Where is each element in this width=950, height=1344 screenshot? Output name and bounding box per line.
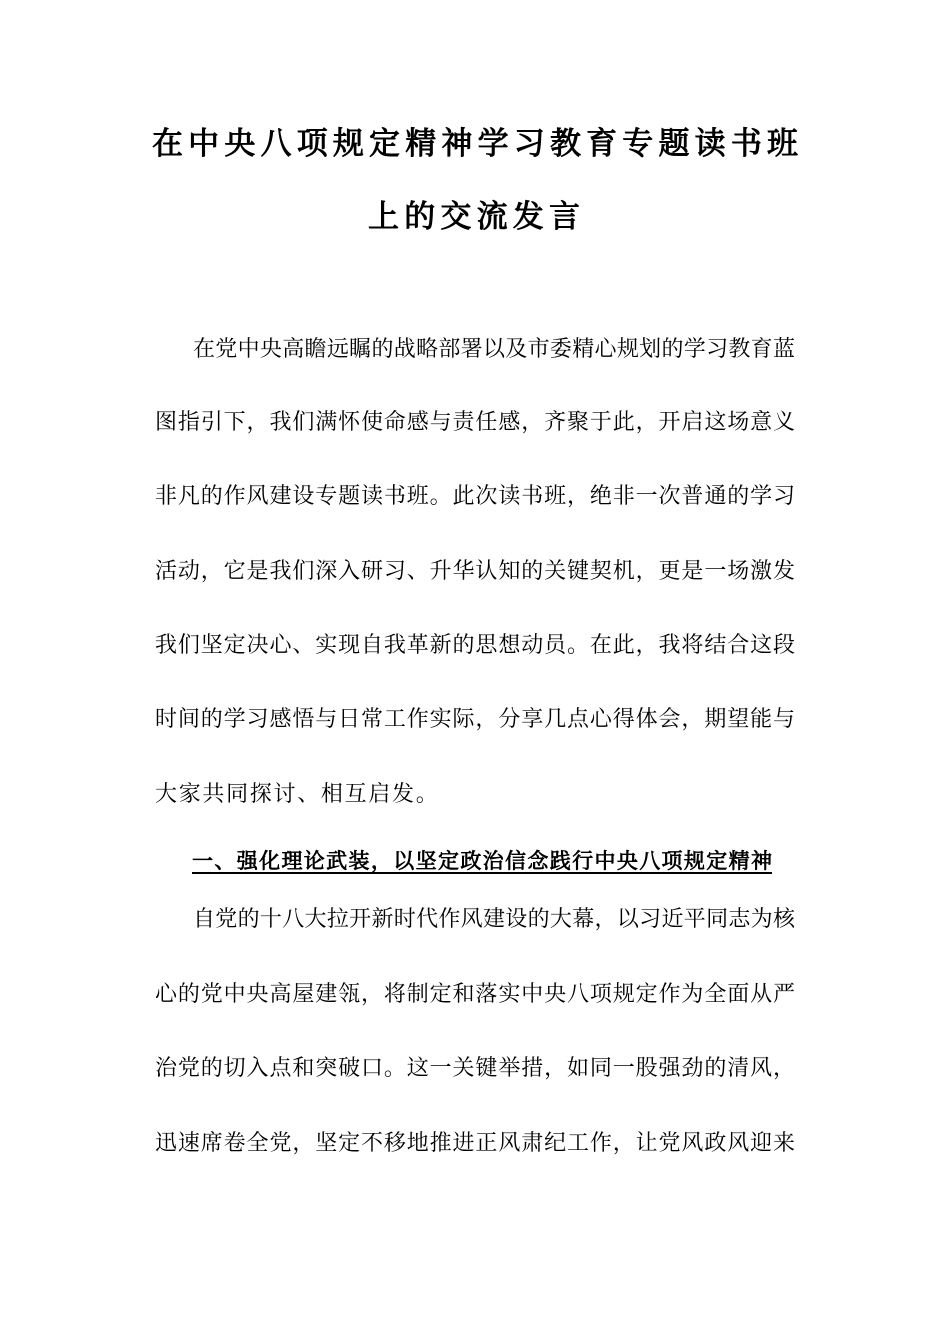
paragraph-line: 时间的学习感悟与日常工作实际，分享几点心得体会，期望能与 bbox=[155, 707, 795, 732]
paragraph-line: 大家共同探讨、相互启发。 bbox=[155, 782, 440, 807]
section-heading: 一、强化理论武装，以坚定政治信念践行中央八项规定精神 bbox=[192, 848, 772, 873]
paragraph-line: 迅速席卷全党，坚定不移地推进正风肃纪工作，让党风政风迎来 bbox=[155, 1131, 795, 1156]
paragraph-line: 自党的十八大拉开新时代作风建设的大幕，以习近平同志为核 bbox=[193, 907, 795, 932]
document-title-line-2: 上的交流发言 bbox=[368, 199, 580, 235]
paragraph-line: 活动，它是我们深入研习、升华认知的关键契机，更是一场激发 bbox=[155, 559, 795, 584]
document-title-line-1: 在中央八项规定精神学习教育专题读书班 bbox=[152, 126, 798, 162]
paragraph-line: 治党的切入点和突破口。这一关键举措，如同一股强劲的清风， bbox=[155, 1056, 795, 1081]
paragraph-line: 我们坚定决心、实现自我革新的思想动员。在此，我将结合这段 bbox=[155, 633, 795, 658]
paragraph-line: 在党中央高瞻远瞩的战略部署以及市委精心规划的学习教育蓝 bbox=[193, 337, 795, 362]
paragraph-line: 心的党中央高屋建瓴，将制定和落实中央八项规定作为全面从严 bbox=[155, 982, 795, 1007]
paragraph-line: 图指引下，我们满怀使命感与责任感，齐聚于此，开启这场意义 bbox=[155, 410, 795, 435]
paragraph-line: 非凡的作风建设专题读书班。此次读书班，绝非一次普通的学习 bbox=[155, 484, 795, 509]
